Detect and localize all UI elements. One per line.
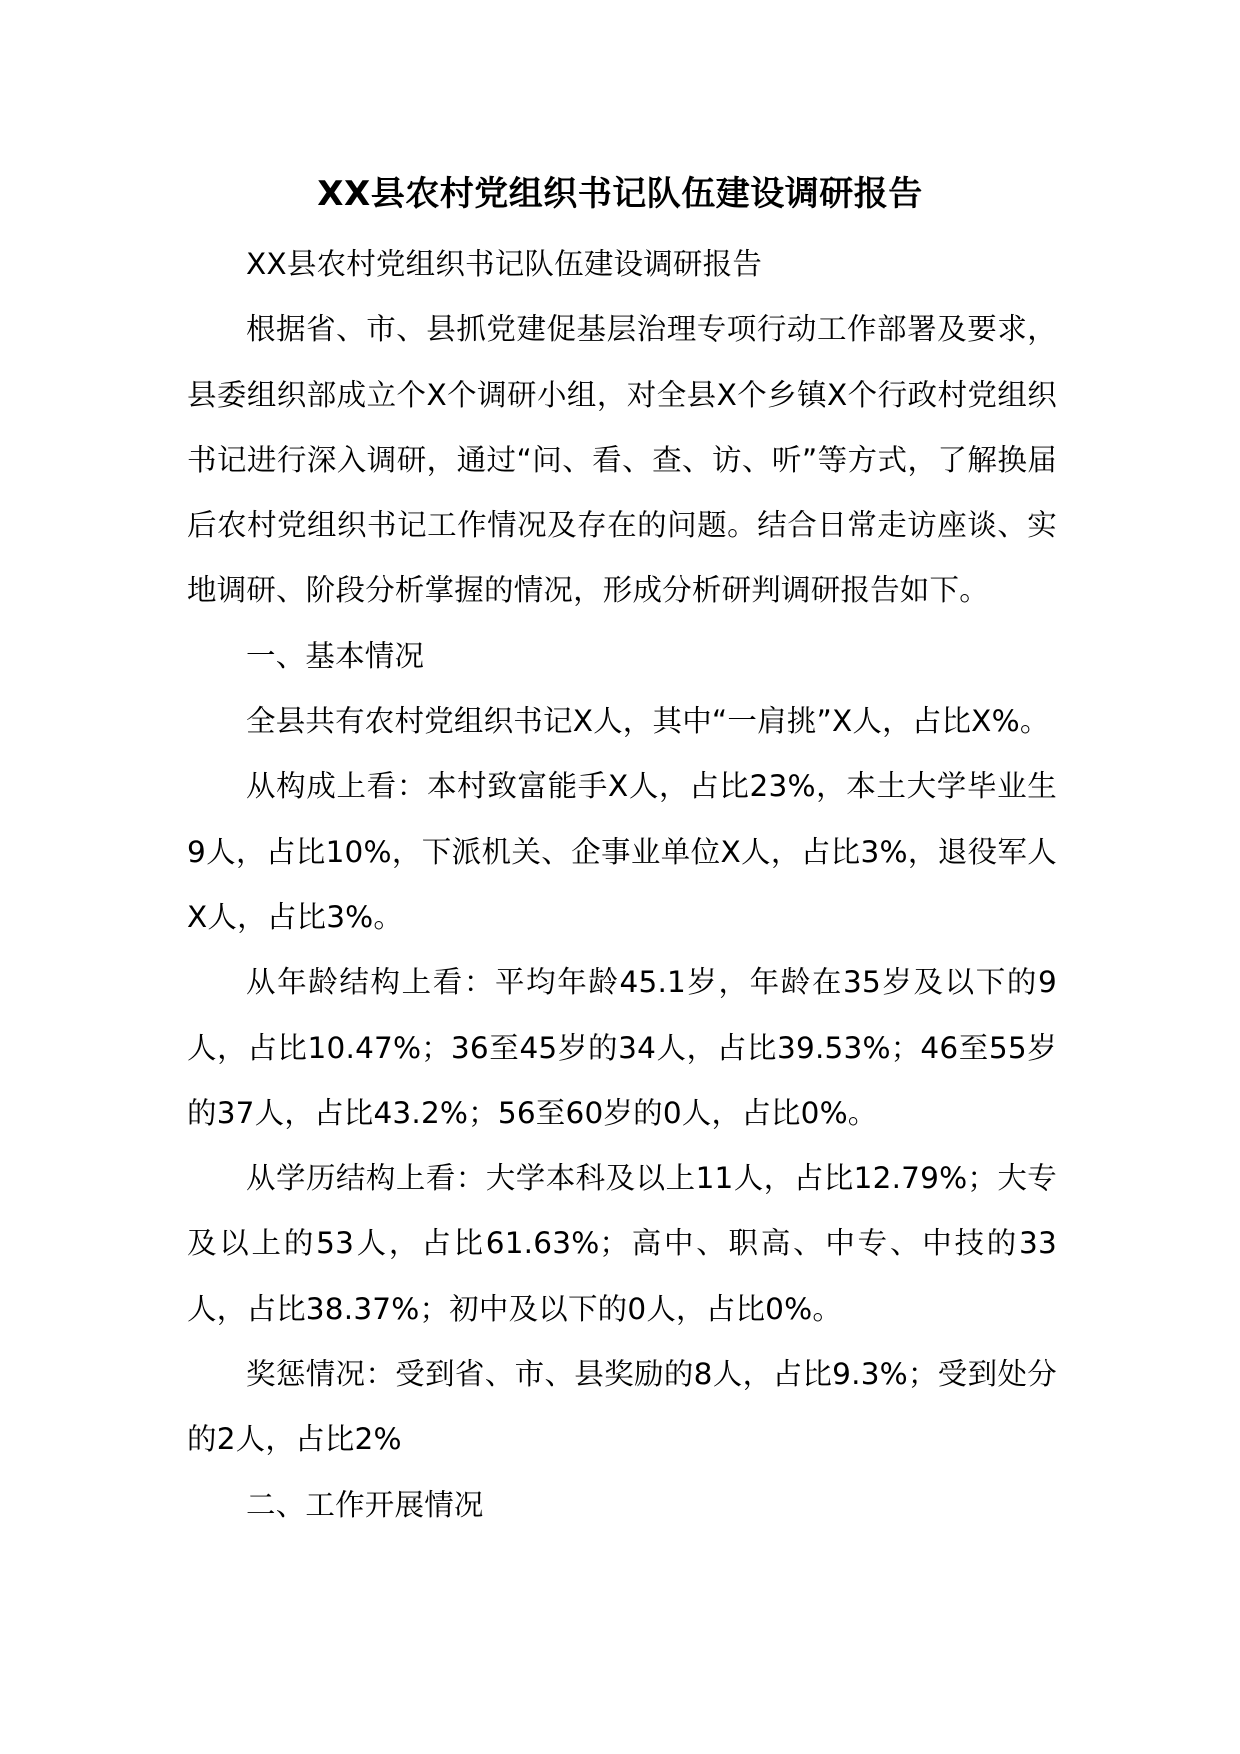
paragraph-composition: 从构成上看：本村致富能手X人，占比23%，本土大学毕业生9人，占比10%，下派机关、企事业单位X人，占比3%，退役军人X人，占比3%。 [187, 769, 1057, 934]
paragraph-subtitle: XX县农村党组织书记队伍建设调研报告 [246, 247, 763, 281]
document-title: XX县农村党组织书记队伍建设调研报告 [317, 174, 923, 214]
section-heading-work-progress: 二、工作开展情况 [246, 1487, 484, 1522]
paragraph-total-count: 全县共有农村党组织书记X人，其中“一肩挑”X人，占比X%。 [246, 704, 1050, 739]
paragraph-age-structure: 从年龄结构上看：平均年龄45.1岁，年龄在35岁及以下的9人，占比10.47%；36至45岁的34人，占比39.53%；46至55岁的37人，占比43.2%；56至60岁的0人，占比0%。 [187, 965, 1057, 1130]
paragraph-intro: 根据省、市、县抓党建促基层治理专项行动工作部署及要求，县委组织部成立个X个调研小组，对全县X个乡镇X个行政村党组织书记进行深入调研，通过“问、看、查、访、听”等方式，了解换届后农村党组织书记工作情况及存在的问题。结合日常走访座谈、实地调研、阶段分析掌握的情况，形成分析研判调研报告如下。 [187, 312, 1057, 608]
paragraph-rewards-punishments: 奖惩情况：受到省、市、县奖励的8人，占比9.3%；受到处分的2人，占比2% [187, 1357, 1057, 1457]
document-body [187, 232, 1057, 1538]
paragraph-education-structure: 从学历结构上看：大学本科及以上11人，占比12.79%；大专及以上的53人，占比61.63%；高中、职高、中专、中技的33人，占比38.37%；初中及以下的0人，占比0%。 [187, 1161, 1057, 1326]
section-heading-basic-situation: 一、基本情况 [246, 638, 425, 673]
